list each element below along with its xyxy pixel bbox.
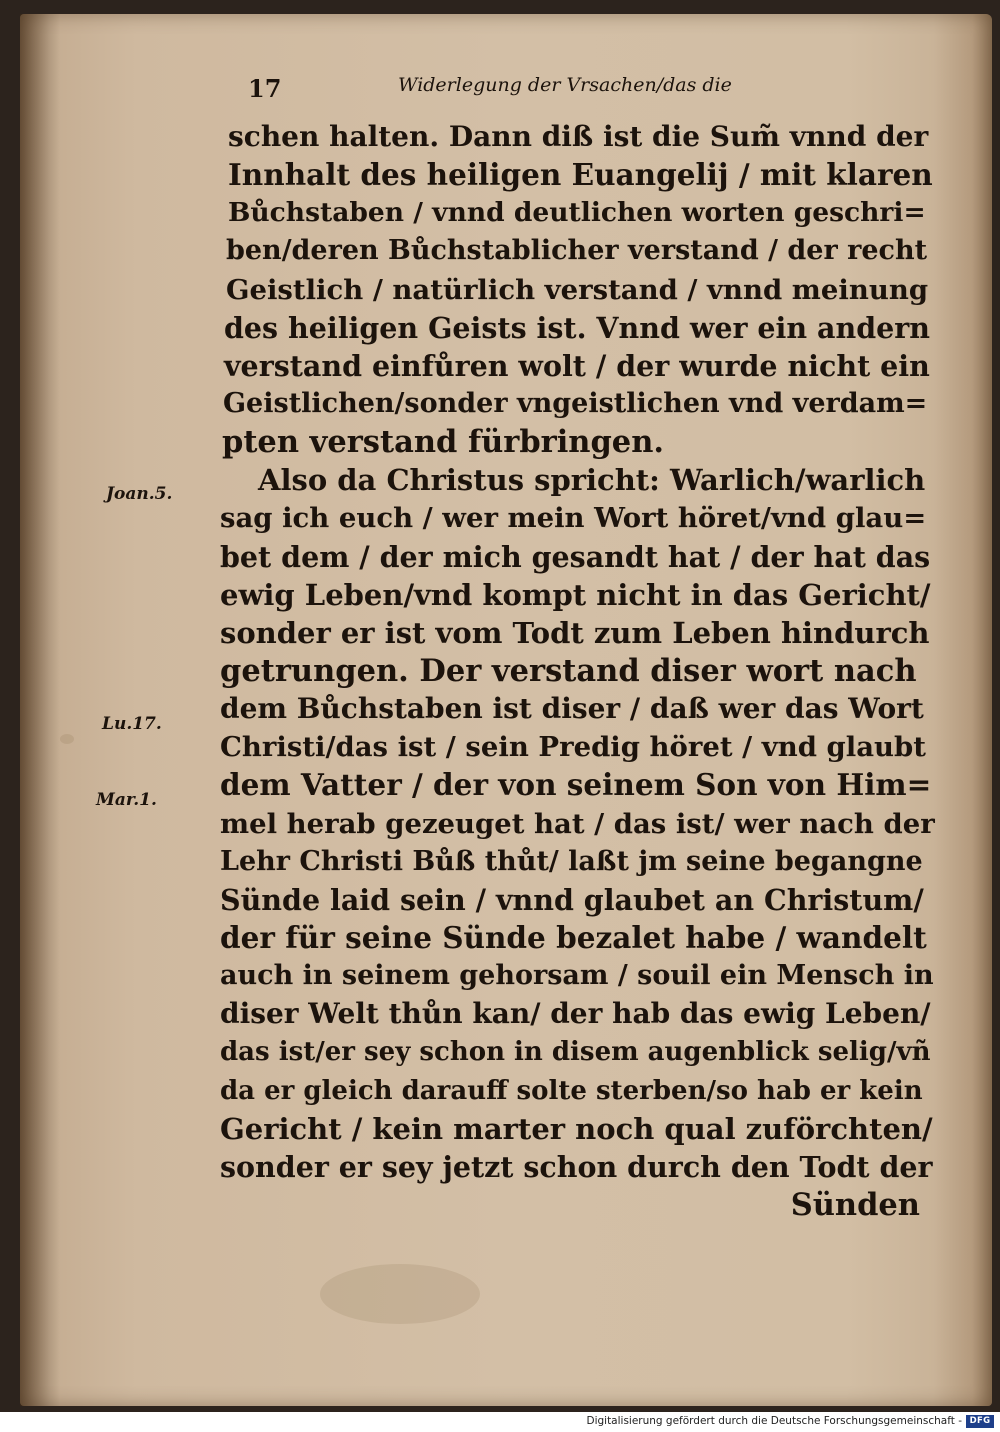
text-line: pten verstand fürbringen.	[222, 424, 664, 461]
text-line: mel herab gezeuget hat / das ist/ wer nach der	[220, 807, 935, 840]
text-line: des heiligen Geists ist. Vnnd wer ein andern	[224, 310, 931, 345]
dfg-logo: DFG	[966, 1415, 994, 1428]
text-line: schen halten. Dann diß ist die Sum̃ vnnd der	[228, 120, 929, 153]
margin-note: Mar.1.	[96, 790, 157, 810]
page-header	[248, 74, 948, 108]
text-line: sonder er sey jetzt schon durch den Todt der	[220, 1149, 933, 1184]
text-line: dem Vatter / der von seinem Son von Him=	[220, 767, 932, 803]
text-line: Lehr Christi Bůß thůt/ laßt jm seine begangne	[220, 845, 923, 877]
page-number: 17	[248, 74, 282, 103]
digitization-footer	[0, 1412, 1000, 1432]
text-line: dem Bůchstaben ist diser / daß wer das Wort	[220, 692, 924, 726]
text-line: Gericht / kein marter noch qual zuförchten/	[220, 1111, 933, 1146]
text-line: Geistlich / natürlich verstand / vnnd meinung	[226, 273, 929, 306]
text-line: das ist/er sey schon in disem augenblick selig/vñ	[220, 1037, 931, 1068]
text-line: ben/deren Bůchstablicher verstand / der recht	[226, 235, 928, 267]
text-line: der für seine Sünde bezalet habe / wandelt	[220, 919, 927, 955]
text-line: verstand einfůren wolt / der wurde nicht ein	[224, 348, 930, 383]
text-line: Bůchstaben / vnnd deutlichen worten geschri=	[228, 197, 926, 229]
book-page	[20, 14, 992, 1406]
paper-stain	[60, 734, 74, 744]
page-gutter-shadow	[20, 14, 60, 1406]
text-line: diser Welt thůn kan/ der hab das ewig Leben/	[220, 997, 931, 1031]
catchword: Sünden	[790, 1186, 920, 1223]
margin-note: Joan.5.	[106, 484, 173, 504]
margin-note: Lu.17.	[102, 714, 162, 734]
text-line: Geistlichen/sonder vngeistlichen vnd verdam=	[223, 387, 928, 419]
text-line: getrungen. Der verstand diser wort nach	[220, 652, 917, 689]
text-line: auch in seinem gehorsam / souil ein Mensch in	[220, 960, 934, 992]
body-text	[220, 118, 935, 1224]
text-line: Sünde laid sein / vnnd glaubet an Christum/	[220, 882, 924, 917]
funding-credit: Digitalisierung gefördert durch die Deutsche Forschungsgemeinschaft -	[586, 1415, 962, 1427]
text-line: Also da Christus spricht: Warlich/warlich	[258, 463, 926, 498]
text-line: sag ich euch / wer mein Wort höret/vnd glau=	[220, 502, 927, 535]
text-line: ewig Leben/vnd kompt nicht in das Gericht/	[220, 577, 931, 612]
running-title: Widerlegung der Vrsachen/das die	[398, 74, 732, 96]
text-line: Innhalt des heiligen Euangelij / mit klaren	[228, 157, 933, 193]
paper-stain	[320, 1264, 480, 1324]
text-line: sonder er ist vom Todt zum Leben hindurch	[220, 615, 930, 650]
text-line: Christi/das ist / sein Predig höret / vnd glaubt	[220, 731, 926, 764]
text-line: bet dem / der mich gesandt hat / der hat das	[220, 539, 931, 574]
text-line: da er gleich darauff solte sterben/so hab er kein	[220, 1075, 923, 1106]
